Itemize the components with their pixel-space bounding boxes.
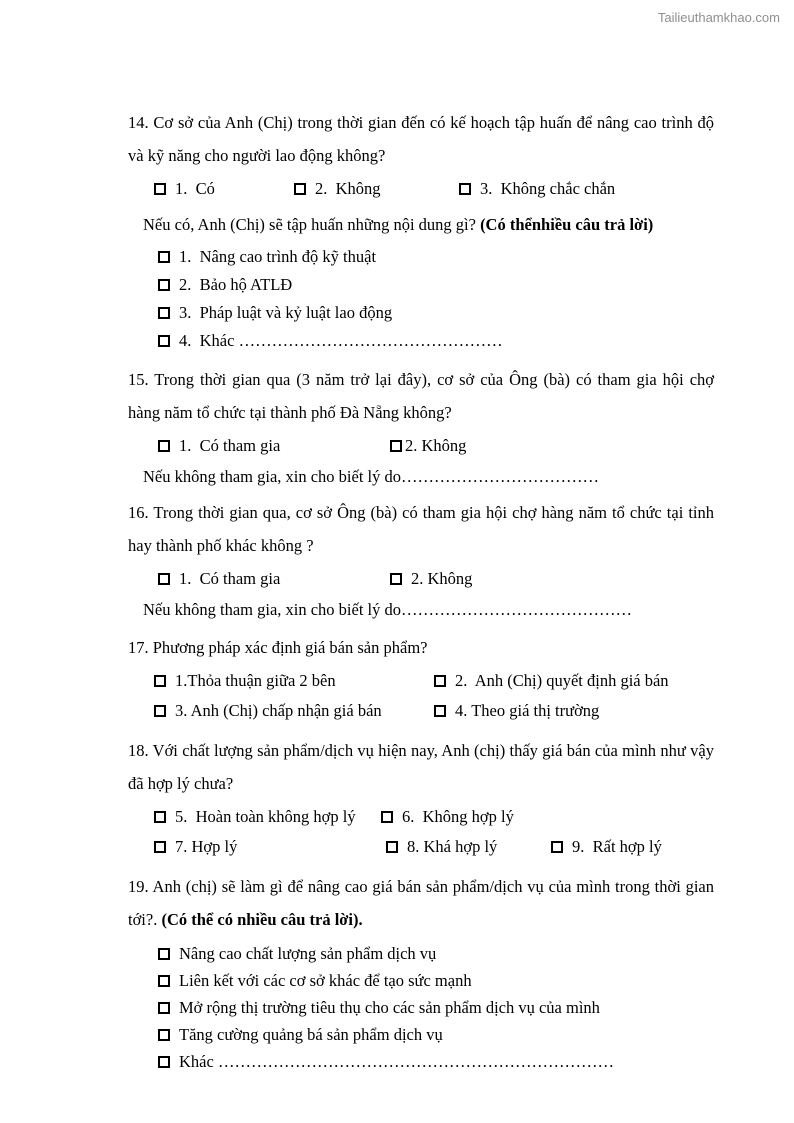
question-14-text: 14. Cơ sở của Anh (Chị) trong thời gian đến có kế hoạch tập huấn để nâng cao trình độ và kỹ năng cho người lao động không? [128, 113, 714, 165]
option-label: Khác ……………………………………………………………… [179, 1052, 614, 1071]
q18-option-7 [154, 832, 386, 862]
q19-item-1 [128, 940, 714, 967]
question-15-text: 15. Trong thời gian qua (3 năm trở lại đây), cơ sở của Ông (bà) có tham gia hội chợ hàng năm tổ chức tại thành phố Đà Nẵng không? [128, 370, 714, 422]
question-16-note: Nếu không tham gia, xin cho biết lý do…………………………………… [143, 600, 632, 619]
checkbox-icon [154, 675, 166, 687]
option-label: 4. Khác ………………………………………… [179, 331, 503, 350]
checkbox-icon [158, 440, 170, 452]
checkbox-icon [158, 1029, 170, 1041]
checkbox-icon [158, 1056, 170, 1068]
checkbox-icon [386, 841, 398, 853]
checkbox-icon [154, 183, 166, 195]
q14-sub-option-4 [128, 327, 714, 355]
q14-sub-option-3 [128, 299, 714, 327]
option-label: Nâng cao chất lượng sản phẩm dịch vụ [179, 944, 437, 963]
option-label: Liên kết với các cơ sở khác để tạo sức mạnh [179, 971, 472, 990]
option-label: 3. Pháp luật và kỷ luật lao động [179, 303, 393, 322]
q14-option-3 [459, 174, 615, 204]
watermark: Tailieuthamkhao.com [657, 10, 780, 25]
question-18-text: 18. Với chất lượng sản phẩm/dịch vụ hiện nay, Anh (chị) thấy giá bán của mình như vậy đã hợp lý chưa? [128, 741, 714, 793]
q17-option-2 [434, 666, 669, 696]
q19-item-4 [128, 1021, 714, 1048]
option-label: 5. Hoàn toàn không hợp lý [175, 807, 356, 826]
q16-option-2 [390, 564, 472, 594]
checkbox-icon [294, 183, 306, 195]
checkbox-icon [158, 948, 170, 960]
option-label: Mở rộng thị trường tiêu thụ cho các sản phẩm dịch vụ của mình [179, 998, 600, 1017]
q17-option-3 [154, 696, 434, 726]
option-label: 3. Anh (Chị) chấp nhận giá bán [175, 701, 382, 720]
checkbox-icon [158, 279, 170, 291]
checkbox-icon [154, 811, 166, 823]
q14-sub-option-1 [128, 243, 714, 271]
q17-option-4 [434, 696, 599, 726]
checkbox-icon [459, 183, 471, 195]
option-label: 2. Anh (Chị) quyết định giá bán [455, 671, 669, 690]
question-18-options-row-1 [128, 802, 714, 832]
checkbox-icon [158, 573, 170, 585]
checkbox-icon [551, 841, 563, 853]
q14-option-1 [154, 174, 294, 204]
option-label: 1. Có [175, 179, 215, 198]
option-label: 4. Theo giá thị trường [455, 701, 600, 720]
question-19-bold-text: (Có thể có nhiều câu trả lời). [161, 910, 363, 929]
q18-option-5 [154, 802, 381, 832]
option-label: 2. Không [405, 436, 467, 455]
q15-option-2 [390, 431, 466, 461]
q19-item-3 [128, 994, 714, 1021]
option-label: 3. Không chắc chắn [480, 179, 616, 198]
option-label: 1. Có tham gia [179, 436, 281, 455]
q14-option-2 [294, 174, 459, 204]
option-label: 2. Không [411, 569, 473, 588]
question-19-normal-text: 19. Anh (chị) sẽ làm gì để nâng cao giá bán sản phẩm/dịch vụ của mình trong thời gian tới?. [128, 877, 714, 929]
checkbox-icon [434, 705, 446, 717]
option-label: 9. Rất hợp lý [572, 837, 662, 856]
question-16-text: 16. Trong thời gian qua, cơ sở Ông (bà) có tham gia hội chợ hàng năm tổ chức tại tỉnh hay thành phố khác không ? [128, 503, 714, 555]
checkbox-icon [158, 975, 170, 987]
question-17-text: 17. Phương pháp xác định giá bán sản phẩm? [128, 638, 428, 657]
option-label: 7. Hợp lý [175, 837, 238, 856]
q17-option-1 [154, 666, 434, 696]
question-16-options [128, 564, 714, 594]
question-14-sub-prompt [128, 208, 714, 241]
q18-option-6 [381, 802, 514, 832]
question-17-options-row-1 [128, 666, 714, 696]
q19-item-2 [128, 967, 714, 994]
checkbox-icon [390, 573, 402, 585]
q18-option-8 [386, 832, 551, 862]
checkbox-icon [158, 251, 170, 263]
question-18-options-row-2 [128, 832, 714, 862]
question-17-options-row-2 [128, 696, 714, 726]
question-19-text [128, 870, 714, 936]
question-14-options [128, 174, 714, 204]
q19-item-5 [128, 1048, 714, 1075]
checkbox-icon [390, 440, 402, 452]
question-15-options [128, 431, 714, 461]
q15-option-1 [158, 431, 390, 461]
sub-prompt-text: Nếu có, Anh (Chị) sẽ tập huấn những nội dung gì? [143, 215, 481, 234]
q16-option-1 [158, 564, 390, 594]
question-15-note: Nếu không tham gia, xin cho biết lý do……………………………… [143, 467, 599, 486]
option-label: Tăng cường quảng bá sản phẩm dịch vụ [179, 1025, 443, 1044]
checkbox-icon [381, 811, 393, 823]
q14-sub-option-2 [128, 271, 714, 299]
checkbox-icon [158, 335, 170, 347]
option-label: 2. Không [315, 179, 381, 198]
option-label: 1.Thỏa thuận giữa 2 bên [175, 671, 336, 690]
checkbox-icon [154, 841, 166, 853]
option-label: 1. Có tham gia [179, 569, 281, 588]
survey-content [128, 106, 714, 1075]
sub-prompt-bold-text: (Có thểnhiều câu trả lời) [480, 215, 654, 234]
q18-option-9 [551, 832, 662, 862]
checkbox-icon [434, 675, 446, 687]
option-label: 1. Nâng cao trình độ kỹ thuật [179, 247, 377, 266]
option-label: 6. Không hợp lý [402, 807, 514, 826]
checkbox-icon [158, 307, 170, 319]
option-label: 2. Bảo hộ ATLĐ [179, 275, 293, 294]
checkbox-icon [154, 705, 166, 717]
option-label: 8. Khá hợp lý [407, 837, 498, 856]
checkbox-icon [158, 1002, 170, 1014]
